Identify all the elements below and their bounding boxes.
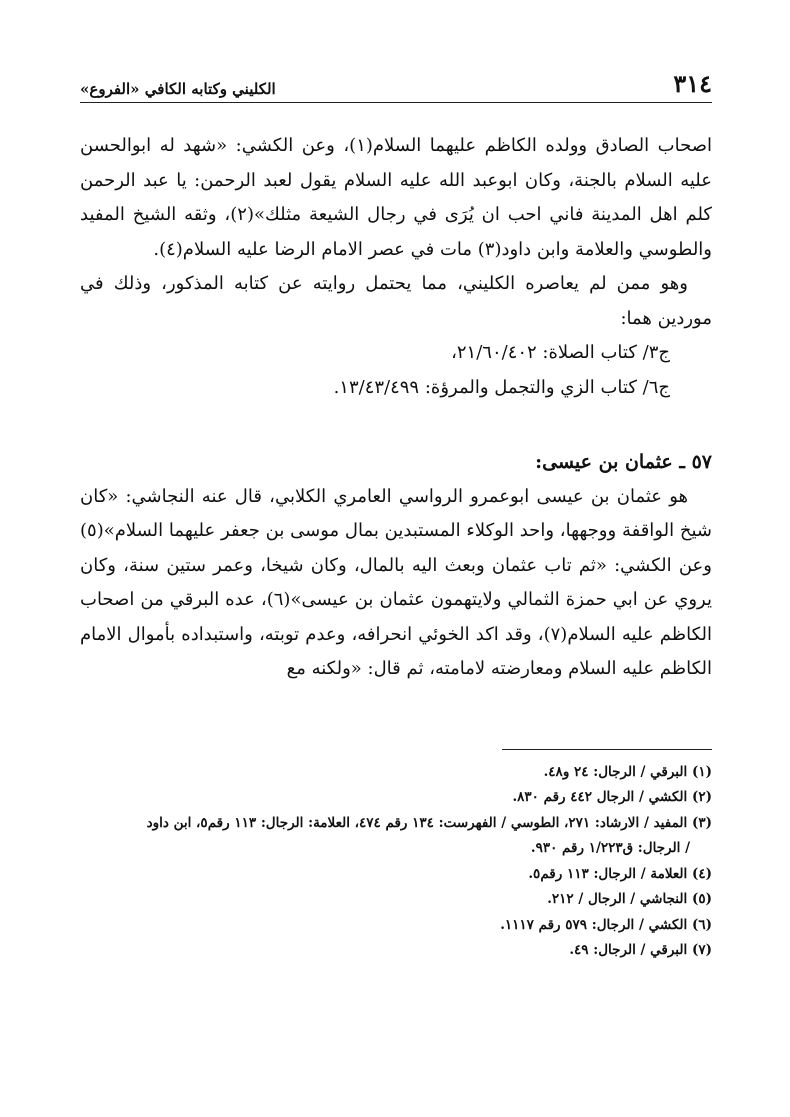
page-header [80, 68, 712, 103]
footnote-item: (٣) المفيد / الارشاد: ٢٧١، الطوسي / الفهرست: ١٣٤ رقم ٤٧٤، العلامة: الرجال: ١١٣ رقم٥، ابن داود [146, 814, 712, 831]
section-paragraph: هو عثمان بن عيسى ابوعمرو الرواسي العامري الكلابي، قال عنه النجاشي: «كان شيخ الواقفة ووجهها، واحد الوكلاء المستبدين بمال موسى بن جعفر عليهما السلام»(٥) وعن الكشي: «ثم تاب عثمان وبعث اليه بالمال، وكان شيخا، وعمر ستين سنة، وكان يروي عن ابي حمزة الثمالي ولايتهمون عثمان بن عيسى»(٦)، عده البرقي من اصحاب الكاظم عليه السلام(٧)، وقد اكد الخوئي انحرافه، وعدم توبته، واستبداده بأموال الامام الكاظم عليه السلام ومعارضته لامامته، ثم قال: «ولكنه مع [80, 485, 712, 679]
paragraph-2: وهو ممن لم يعاصره الكليني، مما يحتمل روايته عن كتابه المذكور، وذلك في موردين هما: [80, 273, 712, 329]
page-body [80, 129, 712, 687]
footnote-item: (٢) الكشي / الرجال ٤٤٢ رقم ٨٣٠. [512, 789, 712, 805]
footnote-item: (٦) الكشي / الرجال: ٥٧٩ رقم ١١١٧. [500, 916, 712, 933]
paragraph-1: اصحاب الصادق وولده الكاظم عليهما السلام(١)، وعن الكشي: «شهد له ابوالحسن عليه السلام بالجنة، وكان ابوعبد الله عليه السلام يقول لعبد الرحمن: يا عبد الرحمن كلم اهل المدينة فاني احب ان يُرَى في رجال الشيعة مثلك»(٢)، وثقه الشيخ المفيد والطوسي والعلامة وابن داود(٣) مات في عصر الامام الرضا عليه السلام(٤). [80, 135, 712, 260]
book-page [80, 68, 712, 964]
footnotes [80, 760, 712, 964]
footnote-item: (٧) البرقي / الرجال: ٤٩. [569, 942, 712, 958]
reference-item: ج٦/ كتاب الزي والتجمل والمرؤة: ١٣/٤٣/٤٩٩. [333, 376, 670, 398]
reference-item: ج٣/ كتاب الصلاة: ٢١/٦٠/٤٠٢، [451, 342, 670, 363]
footnote-item: (١) البرقي / الرجال: ٢٤ و٤٨. [543, 763, 712, 780]
footnote-item: (٥) النجاشي / الرجال / ٢١٢. [547, 891, 712, 907]
footnote-item: (٤) العلامة / الرجال: ١١٣ رقم٥. [528, 865, 712, 882]
running-title: الكليني وكتابه الكافي «الفروع» [80, 80, 276, 98]
reference-list [80, 336, 712, 405]
page-number: ٣١٤ [673, 69, 712, 98]
footnote-continuation: / الرجال: ق١/٢٢٣ رقم ٩٣٠. [530, 840, 690, 856]
footnote-divider [502, 749, 712, 750]
section-heading: ٥٧ ـ عثمان بن عيسى: [535, 451, 712, 473]
